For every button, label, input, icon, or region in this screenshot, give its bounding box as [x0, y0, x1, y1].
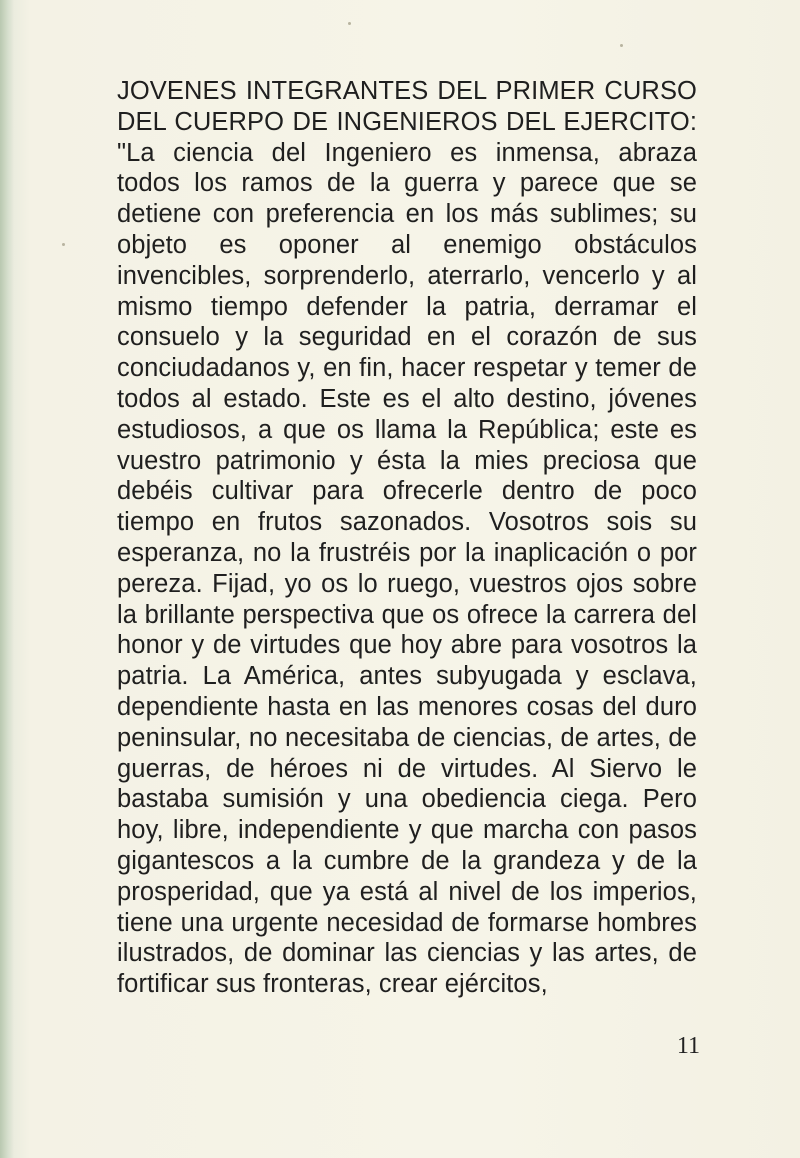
- body-paragraph: JOVENES INTEGRANTES DEL PRIMER CURSO DEL CUERPO DE INGENIEROS DEL EJERCITO: "La ciencia del Ingeniero es inmensa, abraza todos los ramos de la guerra y parece que se detiene con preferencia en los más sublimes; su objeto es oponer al enemigo obstáculos invencibles, sorprenderlo, aterrarlo, vencerlo y al mismo tiempo defender la patria, derramar el consuelo y la seguridad en el corazón de sus conciudadanos y, en fin, hacer respetar y temer de todos al estado. Este es el alto destino, jóvenes estudiosos, a que os llama la República; este es vuestro patrimonio y ésta la mies preciosa que debéis cultivar para ofrecerle dentro de poco tiempo en frutos sazonados. Vosotros sois su esperanza, no la frustréis por la inaplicación o por pereza. Fijad, yo os lo ruego, vuestros ojos sobre la brillante perspectiva que os ofrece la carrera del honor y de virtudes que hoy abre para vosotros la patria. La América, antes subyugada y esclava, dependiente hasta en las menores cosas del duro peninsular, no necesitaba de ciencias, de artes, de guerras, de héroes ni de virtudes. Al Siervo le bastaba sumisión y una obediencia ciega. Pero hoy, libre, independiente y que marcha con pasos gigantescos a la cumbre de la grandeza y de la prosperidad, que ya está al nivel de los imperios, tiene una urgente necesidad de formarse hombres ilustrados, de dominar las ciencias y las artes, de fortificar sus fronteras, crear ejércitos,: [117, 77, 697, 999]
- page-spine-shadow: [0, 0, 14, 1158]
- paper-speck: [620, 44, 623, 47]
- page-number: 11: [676, 1033, 700, 1059]
- paper-speck: [348, 22, 351, 25]
- paper-speck: [62, 243, 65, 246]
